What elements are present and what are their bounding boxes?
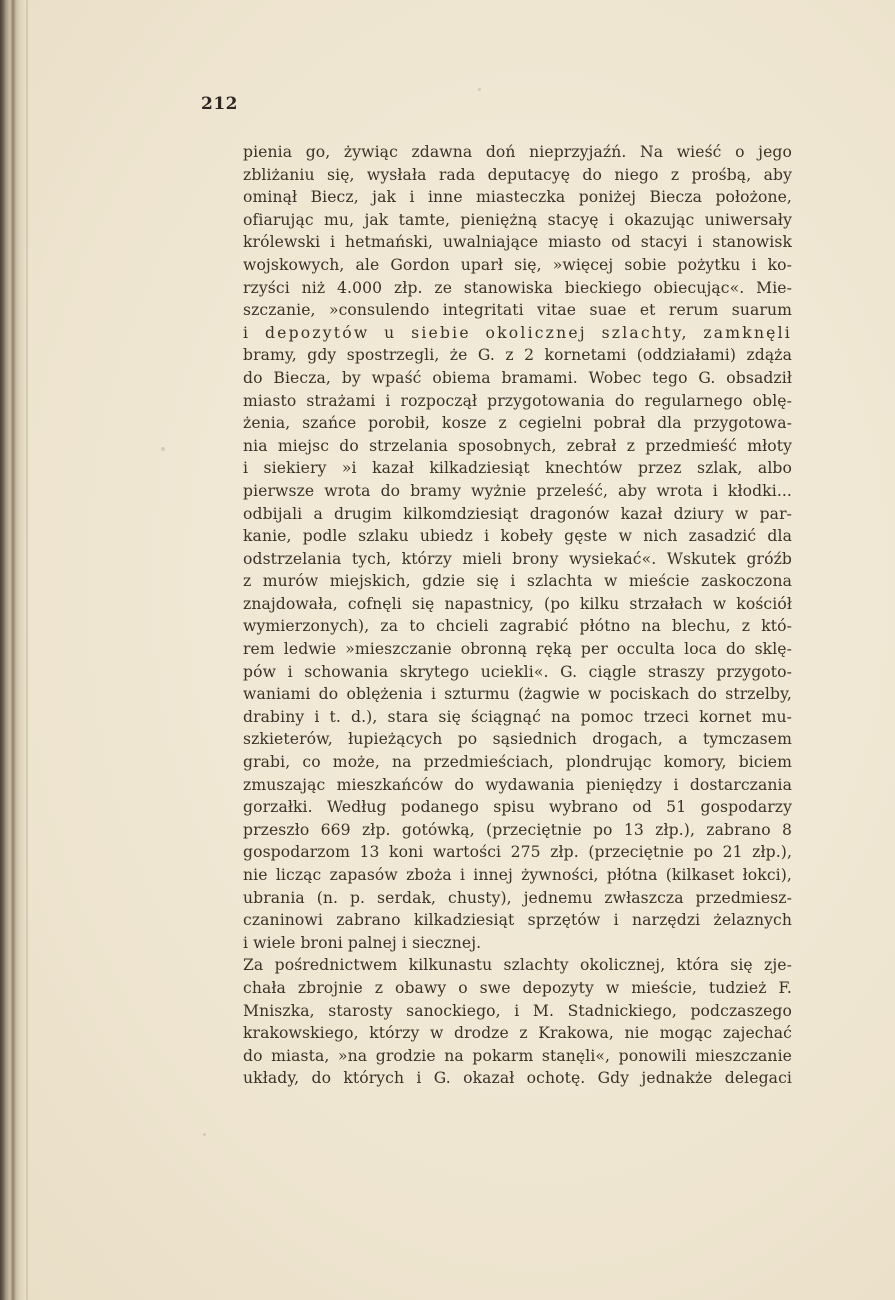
text-line: krakowskiego, którzy w drodze z Krakowa, nie mogąc zajechać <box>243 1024 792 1043</box>
text-line: rem ledwie »mieszczanie obronną ręką per occulta loca do sklę- <box>243 640 792 659</box>
text-line: szkieterów, łupieżących po sąsiednich drogach, a tymczasem <box>243 730 792 749</box>
text-line: z murów miejskich, gdzie się i szlachta w mieście zaskoczona <box>243 572 792 591</box>
text-line: miasto strażami i rozpoczął przygotowania do regularnego oblę- <box>243 391 792 410</box>
text-line: znajdowała, cofnęli się napastnicy, (po kilku strzałach w kościół <box>243 594 792 613</box>
text-line: nia miejsc do strzelania sposobnych, zebrał z przedmieść młoty <box>243 436 792 455</box>
text-line: Za pośrednictwem kilkunastu szlachty okolicznej, która się zje- <box>243 956 792 975</box>
text-line: Mniszka, starosty sanockiego, i M. Stadnickiego, podczaszego <box>243 1001 792 1020</box>
text-line: wymierzonych), za to chcieli zagrabić płótno na blechu, z któ- <box>243 617 792 636</box>
page-number: 212 <box>201 94 238 114</box>
book-binding <box>0 0 26 1300</box>
body-text <box>243 141 792 1090</box>
text-line: żenia, szańce porobił, kosze z cegielni pobrał dla przygotowa- <box>243 414 792 433</box>
paper-speck <box>478 88 481 91</box>
text-line: grabi, co może, na przedmieściach, plondrując komory, biciem <box>243 753 792 772</box>
text-line: waniami do oblężenia i szturmu (żagwie w pociskach do strzelby, <box>243 685 792 704</box>
text-line: gorzałki. Według podanego spisu wybrano od 51 gospodarzy <box>243 798 792 817</box>
text-line: chała zbrojnie z obawy o swe depozyty w mieście, tudzież F. <box>243 978 792 997</box>
text-line: czaninowi zabrano kilkadziesiąt sprzętów i narzędzi żelaznych <box>243 911 792 930</box>
text-line: pienia go, żywiąc zdawna doń nieprzyjaźń. Na wieść o jego <box>243 143 792 161</box>
text-line: bramy, gdy spostrzegli, że G. z 2 kornetami (oddziałami) zdąża <box>243 346 792 365</box>
text-line: rzyści niż 4.000 złp. ze stanowiska bieckiego obiecując«. Mie- <box>243 278 792 297</box>
text-line: kanie, podle szlaku ubiedz i kobeły gęste w nich zasadzić dla <box>243 527 792 546</box>
text-line: drabiny i t. d.), stara się ściągnąć na pomoc trzeci kornet mu- <box>243 707 792 726</box>
text-line: ominął Biecz, jak i inne miasteczka poniżej Biecza położone, <box>243 188 792 207</box>
text-line: ubrania (n. p. serdak, chusty), jednemu zwłaszcza przedmiesz- <box>243 888 792 907</box>
text-line: do Biecza, by wpaść obiema bramami. Wobec tego G. obsadził <box>243 368 792 387</box>
text-line: ofiarując mu, jak tamte, pieniężną stacyę i okazując uniwersały <box>243 210 792 229</box>
text-line: szczanie, »consulendo integritati vitae suae et rerum suarum <box>243 301 792 320</box>
text-line: nie licząc zapasów zboża i innej żywności, płótna (kilkaset łokci), <box>243 866 792 884</box>
text-line: zbliżaniu się, wysłała rada deputacyę do niego z prośbą, aby <box>243 165 792 184</box>
text-line: przeszło 669 złp. gotówką, (przeciętnie po 13 złp.), zabrano 8 <box>243 820 792 839</box>
text-line: gospodarzom 13 koni wartości 275 złp. (przeciętnie po 21 złp.), <box>243 843 792 862</box>
text-line: do miasta, »na grodzie na pokarm stanęli«, ponowili mieszczanie <box>243 1046 792 1065</box>
text-line: pierwsze wrota do bramy wyżnie przeleść, aby wrota i kłodki... <box>243 481 792 500</box>
text-line: wojskowych, ale Gordon uparł się, »więcej sobie pożytku i ko- <box>243 255 792 274</box>
text-line: układy, do których i G. okazał ochotę. Gdy jednakże delegaci <box>243 1069 792 1088</box>
paper-speck <box>203 1133 206 1136</box>
text-line: zmuszając mieszkańców do wydawania pieniędzy i dostarczania <box>243 775 792 794</box>
text-line: królewski i hetmański, uwalniające miasto od stacyi i stanowisk <box>243 233 792 252</box>
text-line: i siekiery »i kazał kilkadziesiąt knechtów przez szlak, albo <box>243 459 792 478</box>
text-line: odstrzelania tych, którzy mieli brony wysiekać«. Wskutek gróźb <box>243 549 792 568</box>
paper-speck <box>161 447 165 451</box>
text-line: odbijali a drugim kilkomdziesiąt dragonów kazał dziury w par- <box>243 504 792 523</box>
text-line: i depozytów u siebie okolicznej szlachty, zamknęli <box>243 323 792 342</box>
text-line: pów i schowania skrytego uciekli«. G. ciągle straszy przygoto- <box>243 662 792 681</box>
text-line: i wiele broni palnej i siecznej. <box>243 933 482 952</box>
binding-edge <box>26 0 28 1300</box>
